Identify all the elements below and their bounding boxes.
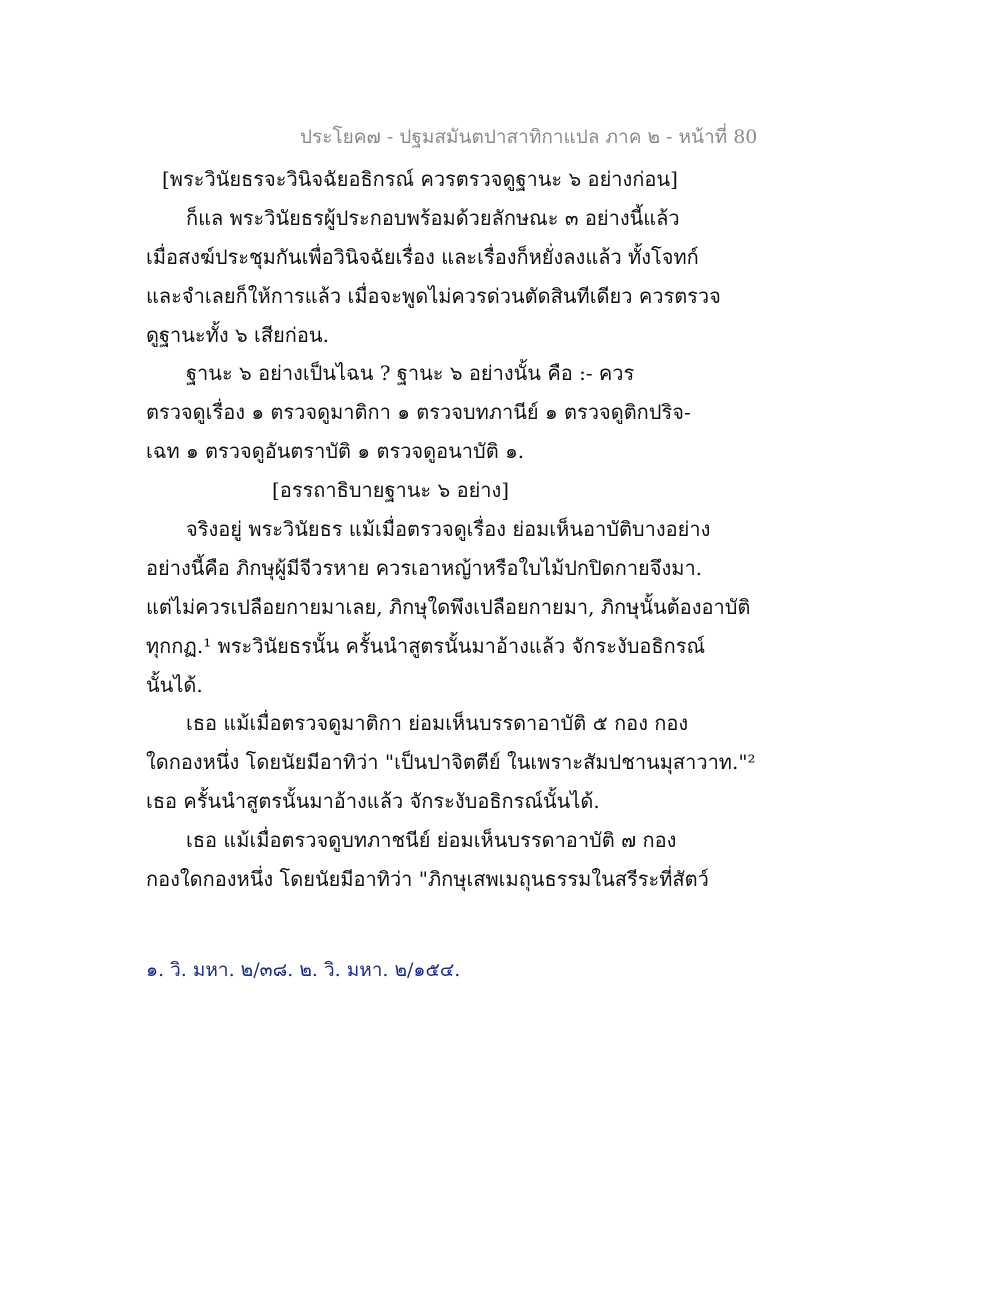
text-line: ก็แล พระวินัยธรผู้ประกอบพร้อมด้วยลักษณะ ๓ อย่างนี้แล้ว bbox=[186, 205, 680, 230]
page-header: ประโยค๗ - ปฐมสมันตปาสาทิกาแปล ภาค ๒ - หน้าที่ 80 bbox=[300, 126, 758, 148]
text-line: เมื่อสงฆ์ประชุมกันเพื่อวินิจฉัยเรื่อง และเรื่องก็หยั่งลงแล้ว ทั้งโจทก์ bbox=[146, 244, 699, 269]
text-line: เธอ แม้เมื่อตรวจดูมาติกา ย่อมเห็นบรรดาอาบัติ ๕ กอง กอง bbox=[186, 711, 689, 736]
text-line: จริงอยู่ พระวินัยธร แม้เมื่อตรวจดูเรื่อง ย่อมเห็นอาบัติบางอย่าง bbox=[186, 517, 711, 542]
text-line: ฐานะ ๖ อย่างเป็นไฉน ? ฐานะ ๖ อย่างนั้น คือ :- ควร bbox=[186, 361, 635, 386]
body-text bbox=[146, 160, 756, 899]
footnote: ๑. วิ. มหา. ๒/๓๘. ๒. วิ. มหา. ๒/๑๕๔. bbox=[146, 959, 461, 981]
text-line: อย่างนี้คือ ภิกษุผู้มีจีวรหาย ควรเอาหญ้าหรือใบไม้ปกปิดกายจึงมา. bbox=[146, 555, 703, 580]
text-line: กองใดกองหนึ่ง โดยนัยมีอาทิว่า "ภิกษุเสพเมถุนธรรมในสรีระที่สัตว์ bbox=[146, 867, 709, 892]
section-heading: [อรรถาธิบายฐานะ ๖ อย่าง] bbox=[272, 478, 510, 503]
text-line: ตรวจดูเรื่อง ๑ ตรวจดูมาติกา ๑ ตรวจบทภานีย์ ๑ ตรวจดูติกปริจ- bbox=[146, 400, 691, 425]
text-line: และจำเลยก็ให้การแล้ว เมื่อจะพูดไม่ควรด่วนตัดสินทีเดียว ควรตรวจ bbox=[146, 283, 721, 308]
text-line: เฉท ๑ ตรวจดูอันตราบัติ ๑ ตรวจดูอนาบัติ ๑. bbox=[146, 439, 525, 464]
text-line: นั้นได้. bbox=[146, 672, 203, 697]
text-line: เธอ ครั้นนำสูตรนั้นมาอ้างแล้ว จักระงับอธิกรณ์นั้นได้. bbox=[146, 789, 600, 814]
text-line: ใดกองหนึ่ง โดยนัยมีอาทิว่า "เป็นปาจิตตีย์ ในเพราะสัมปชานมุสาวาท."² bbox=[146, 750, 756, 775]
text-line: ทุกกฏ.¹ พระวินัยธรนั้น ครั้นนำสูตรนั้นมาอ้างแล้ว จักระงับอธิกรณ์ bbox=[146, 633, 706, 658]
text-line: เธอ แม้เมื่อตรวจดูบทภาชนีย์ ย่อมเห็นบรรดาอาบัติ ๗ กอง bbox=[186, 828, 677, 853]
section-heading: [พระวินัยธรจะวินิจฉัยอธิกรณ์ ควรตรวจดูฐานะ ๖ อย่างก่อน] bbox=[162, 167, 678, 191]
text-line: ดูฐานะทั้ง ๖ เสียก่อน. bbox=[146, 322, 329, 347]
text-line: แต่ไม่ควรเปลือยกายมาเลย, ภิกษุใดพึงเปลือยกายมา, ภิกษุนั้นต้องอาบัติ bbox=[146, 594, 751, 619]
